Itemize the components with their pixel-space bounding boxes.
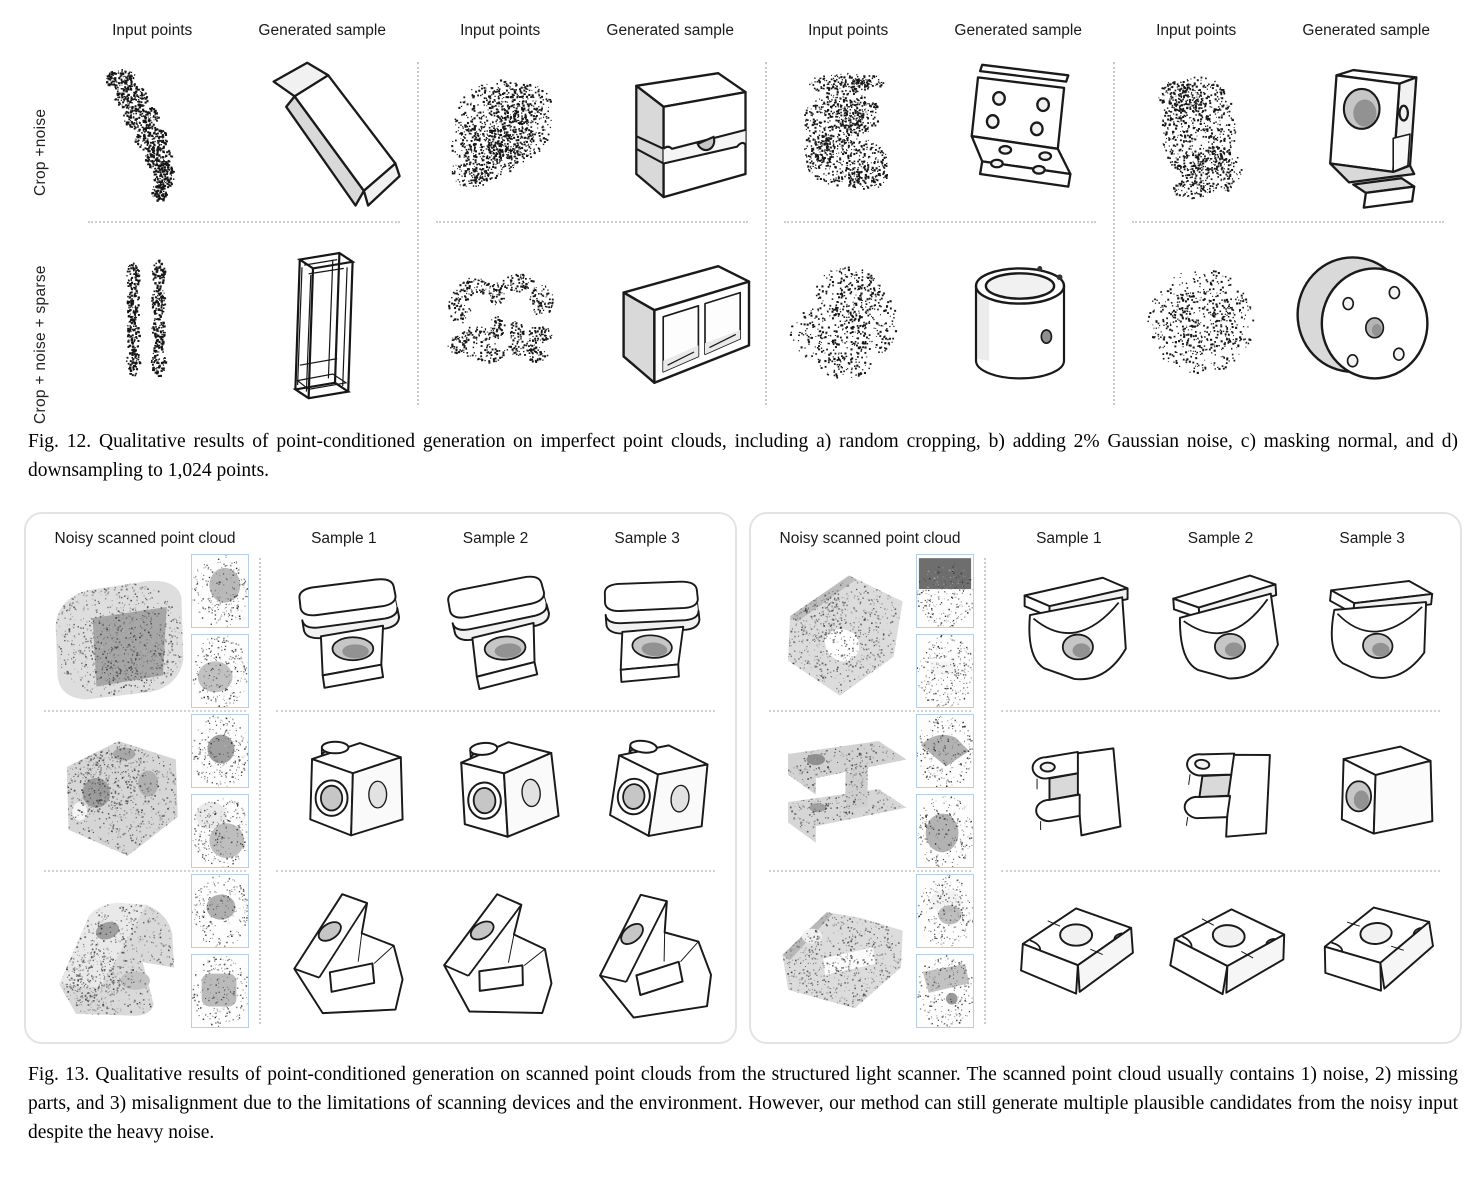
generated-sample-drawing xyxy=(1280,227,1456,411)
zoom-inset xyxy=(191,714,249,788)
sample-3-drawing xyxy=(576,712,718,870)
row-label-crop-noise: Crop +noise xyxy=(32,108,49,196)
sample-1-drawing xyxy=(998,872,1140,1030)
sample-2-drawing xyxy=(1149,712,1291,870)
sample-2-drawing xyxy=(424,872,566,1030)
zoom-insets xyxy=(913,874,977,1028)
input-points-cloud xyxy=(772,48,928,216)
scanned-point-cloud xyxy=(39,552,187,710)
generated-sample-drawing xyxy=(236,227,412,411)
figure-12-caption: Fig. 12. Qualitative results of point-conditioned generation on imperfect point clouds, including a) random cropping, b) adding 2% Gaussian noise, c) masking normal, and d) downsampling to 1,024 points. xyxy=(28,431,1458,482)
column-header-sample-3: Sample 3 xyxy=(614,529,680,547)
sample-3-drawing xyxy=(1301,872,1443,1030)
input-points-cloud xyxy=(1120,48,1276,216)
column-header-generated-sample: Generated sample xyxy=(258,22,386,39)
input-points-cloud xyxy=(424,48,580,216)
scanned-point-cloud xyxy=(764,872,912,1030)
scanned-point-cloud xyxy=(764,712,912,870)
generated-sample-drawing xyxy=(932,48,1108,216)
column-header-sample-2: Sample 2 xyxy=(462,529,529,547)
sample-1-drawing xyxy=(273,552,415,710)
figure-13-panel-right xyxy=(749,512,1462,1044)
generated-sample-drawing xyxy=(1280,48,1456,216)
column-header-input-points: Input points xyxy=(808,22,889,39)
column-header-generated-sample: Generated sample xyxy=(1302,22,1430,39)
column-header-generated-sample: Generated sample xyxy=(954,22,1082,39)
sample-3-drawing xyxy=(1301,712,1443,870)
scan-sample-separator xyxy=(259,558,261,1024)
column-header-noisy-scan: Noisy scanned point cloud xyxy=(54,529,236,547)
column-header-sample-1: Sample 1 xyxy=(1036,529,1102,547)
figure-12-group-4 xyxy=(1114,14,1462,411)
column-header-noisy-scan: Noisy scanned point cloud xyxy=(779,529,961,547)
sample-2-drawing xyxy=(1149,552,1291,710)
zoom-insets xyxy=(188,874,252,1028)
scanned-point-cloud xyxy=(39,872,187,1030)
column-header-sample-2: Sample 2 xyxy=(1187,529,1254,547)
zoom-insets xyxy=(913,714,977,868)
row-label-crop-noise-sparse: Crop + noise + sparse xyxy=(32,265,49,425)
figure-12-row-labels xyxy=(24,14,70,425)
zoom-inset xyxy=(191,874,249,948)
sample-1-drawing xyxy=(273,712,415,870)
generated-sample-drawing xyxy=(932,227,1108,411)
zoom-inset xyxy=(916,634,974,708)
sample-1-drawing xyxy=(998,712,1140,870)
zoom-inset xyxy=(191,794,249,868)
row-separator xyxy=(784,221,1096,223)
sample-3-drawing xyxy=(1301,552,1443,710)
figure-12-group-3 xyxy=(766,14,1114,411)
scanned-point-cloud xyxy=(39,712,187,870)
zoom-inset xyxy=(916,554,974,628)
row-separator xyxy=(1132,221,1444,223)
row-separator xyxy=(436,221,748,223)
scan-sample-separator xyxy=(984,558,986,1024)
column-header-input-points: Input points xyxy=(112,22,193,39)
generated-sample-drawing xyxy=(584,227,760,411)
zoom-inset xyxy=(916,714,974,788)
row-separator xyxy=(88,221,400,223)
input-points-cloud xyxy=(1120,227,1276,411)
zoom-inset xyxy=(191,554,249,628)
scanned-point-cloud xyxy=(764,552,912,710)
zoom-inset xyxy=(191,634,249,708)
generated-sample-drawing xyxy=(236,48,412,216)
figure-12 xyxy=(24,14,1462,425)
figure-12-group-2 xyxy=(418,14,766,411)
sample-2-drawing xyxy=(424,712,566,870)
zoom-insets xyxy=(188,554,252,708)
column-header-generated-sample: Generated sample xyxy=(606,22,734,39)
sample-1-drawing xyxy=(998,552,1140,710)
zoom-inset xyxy=(916,794,974,868)
figure-13-caption: Fig. 13. Qualitative results of point-conditioned generation on scanned point clouds from the structured light scanner. The scanned point cloud usually contains 1) noise, 2) missing parts, and 3) misalignment due to the limitations of scanning devices and the environment. However, our method can still generate multiple plausible candidates from the noisy input despite the heavy noise. xyxy=(28,1063,1458,1143)
figure-13 xyxy=(24,512,1462,1044)
sample-2-drawing xyxy=(1149,872,1291,1030)
column-header-input-points: Input points xyxy=(460,22,541,39)
zoom-insets xyxy=(913,554,977,708)
input-points-cloud xyxy=(76,227,232,411)
sample-3-drawing xyxy=(576,872,718,1030)
zoom-inset xyxy=(191,954,249,1028)
column-header-sample-3: Sample 3 xyxy=(1339,529,1405,547)
zoom-inset xyxy=(916,874,974,948)
sample-2-drawing xyxy=(424,552,566,710)
sample-3-drawing xyxy=(576,552,718,710)
generated-sample-drawing xyxy=(584,48,760,216)
sample-1-drawing xyxy=(273,872,415,1030)
column-header-input-points: Input points xyxy=(1156,22,1237,39)
input-points-cloud xyxy=(76,48,232,216)
column-header-sample-1: Sample 1 xyxy=(311,529,377,547)
input-points-cloud xyxy=(424,227,580,411)
figure-13-panel-left xyxy=(24,512,737,1044)
input-points-cloud xyxy=(772,227,928,411)
figure-12-group-1 xyxy=(70,14,418,411)
zoom-inset xyxy=(916,954,974,1028)
zoom-insets xyxy=(188,714,252,868)
